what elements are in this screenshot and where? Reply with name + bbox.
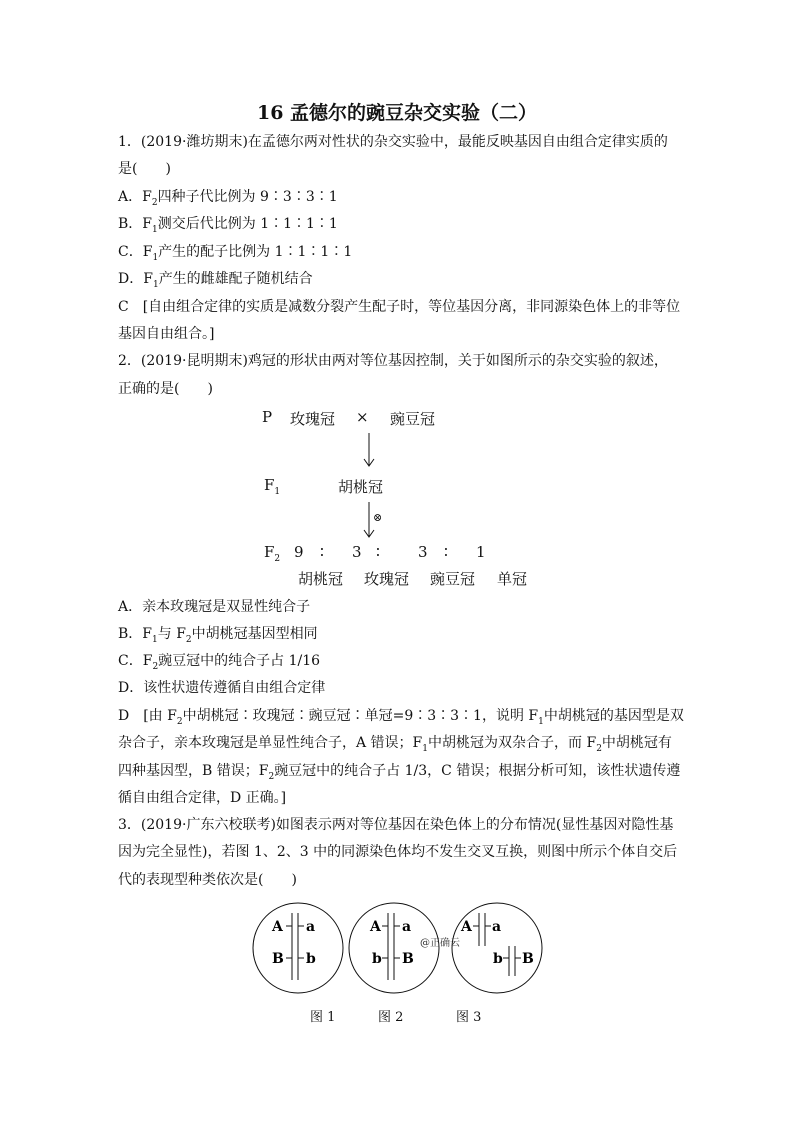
f2-rose-comb: 玫瑰冠 [364, 570, 410, 588]
q1-option-d: D．$F_1$产生的雌雄配子随机结合 [118, 271, 313, 290]
q2-option-d: D．该性状遗传遵循自由组合定律 [118, 680, 326, 696]
q2-answer-line3: 四种基因型，B 错误；$F_2$豌豆冠中的纯合子占 1/3，C 错误；根据分析可知，该性状遗传遵 [118, 763, 681, 782]
q2-option-b: B．$F_1$与 $F_2$中胡桃冠基因型相同 [118, 626, 318, 645]
figure-1 [253, 903, 343, 993]
q2-option-a: A．亲本玫瑰冠是双显性纯合子 [118, 599, 311, 615]
q2-answer-line1: D [由 $F_2$中胡桃冠∶玫瑰冠∶豌豆冠∶单冠=9∶3∶3∶1，说明 $F_1$中胡桃冠的基因型是双 [118, 708, 684, 727]
allele-b: b [306, 951, 316, 967]
q3-stem-line1: 3．(2019·广东六校联考)如图表示两对等位基因在染色体上的分布情况(显性基因对隐性基 [118, 817, 674, 833]
f2-generation-label: $F_2$ [264, 543, 281, 564]
f2-pea-comb: 豌豆冠 [430, 570, 476, 588]
q1-stem-line1: 1．(2019·潍坊期末)在孟德尔两对性状的杂交实验中，最能反映基因自由组合定律实质的 [118, 134, 668, 150]
cell-circle [452, 903, 542, 993]
f2-ratio-colon: ∶ [444, 543, 448, 561]
q2-option-c: C．$F_2$豌豆冠中的纯合子占 1/16 [118, 653, 321, 672]
q2-stem-line1: 2．(2019·昆明期末)鸡冠的形状由两对等位基因控制，关于如图所示的杂交实验的叙述， [118, 353, 668, 369]
allele-a: a [306, 919, 316, 935]
q1-answer-line1: C [自由组合定律的实质是减数分裂产生配子时，等位基因分离，非同源染色体上的非等位 [118, 299, 681, 315]
f2-ratio-colon: ∶ [320, 543, 324, 561]
f2-ratio-3: 3 [352, 543, 362, 561]
q3-stem-line3: 代的表现型种类依次是( ) [118, 872, 297, 888]
cross-symbol: × [356, 408, 369, 426]
allele-b: b [493, 951, 503, 967]
allele-a: a [402, 919, 412, 935]
q2-answer-line4: 循自由组合定律，D 正确。] [118, 790, 287, 806]
f2-ratio-3: 3 [418, 543, 428, 561]
allele-B: B [522, 951, 534, 967]
q2-answer-line2: 杂合子，亲本玫瑰冠是单显性纯合子，A 错误；$F_1$中胡桃冠为双杂合子，而 $F_2$中胡桃冠有 [118, 735, 672, 754]
q1-answer-line2: 基因自由组合。] [118, 326, 215, 342]
p-generation-label: P [262, 408, 273, 426]
allele-a: a [492, 919, 502, 935]
watermark-text: @正确云 [420, 938, 460, 949]
f1-generation-label: $F_1$ [264, 476, 281, 497]
allele-B: B [402, 951, 414, 967]
q1-option-b: B．$F_1$测交后代比例为 1∶1∶1∶1 [118, 216, 338, 235]
page-title: 16 孟德尔的豌豆杂交实验（二） [256, 102, 538, 124]
allele-b: b [372, 951, 382, 967]
figure-3 [452, 903, 542, 993]
q1-option-a: A．$F_2$四种子代比例为 9∶3∶3∶1 [118, 189, 338, 208]
q1-option-c: C．$F_1$产生的配子比例为 1∶1∶1∶1 [118, 244, 353, 263]
p-parent-pea-comb: 豌豆冠 [390, 410, 436, 428]
figure-2-caption: 图 2 [378, 1010, 404, 1025]
f2-ratio-colon: ∶ [376, 543, 380, 561]
allele-A: A [461, 919, 472, 935]
allele-A: A [370, 919, 381, 935]
figure-1-caption: 图 1 [310, 1010, 336, 1025]
f2-ratio-9: 9 [294, 543, 304, 561]
f1-walnut-comb: 胡桃冠 [338, 478, 384, 496]
q1-stem-line2: 是( ) [118, 161, 171, 177]
figure-3-caption: 图 3 [456, 1010, 482, 1025]
allele-B: B [272, 951, 284, 967]
p-parent-rose-comb: 玫瑰冠 [290, 410, 336, 428]
f2-single-comb: 单冠 [497, 570, 528, 588]
f2-walnut-comb: 胡桃冠 [298, 570, 344, 588]
selfing-symbol: ⊗ [373, 511, 383, 524]
f2-ratio-1: 1 [476, 543, 486, 561]
q2-stem-line2: 正确的是( ) [118, 381, 213, 397]
q3-stem-line2: 因为完全显性)，若图 1、2、3 中的同源染色体均不发生交叉互换，则图中所示个体自交后 [118, 844, 678, 860]
allele-A: A [272, 919, 283, 935]
